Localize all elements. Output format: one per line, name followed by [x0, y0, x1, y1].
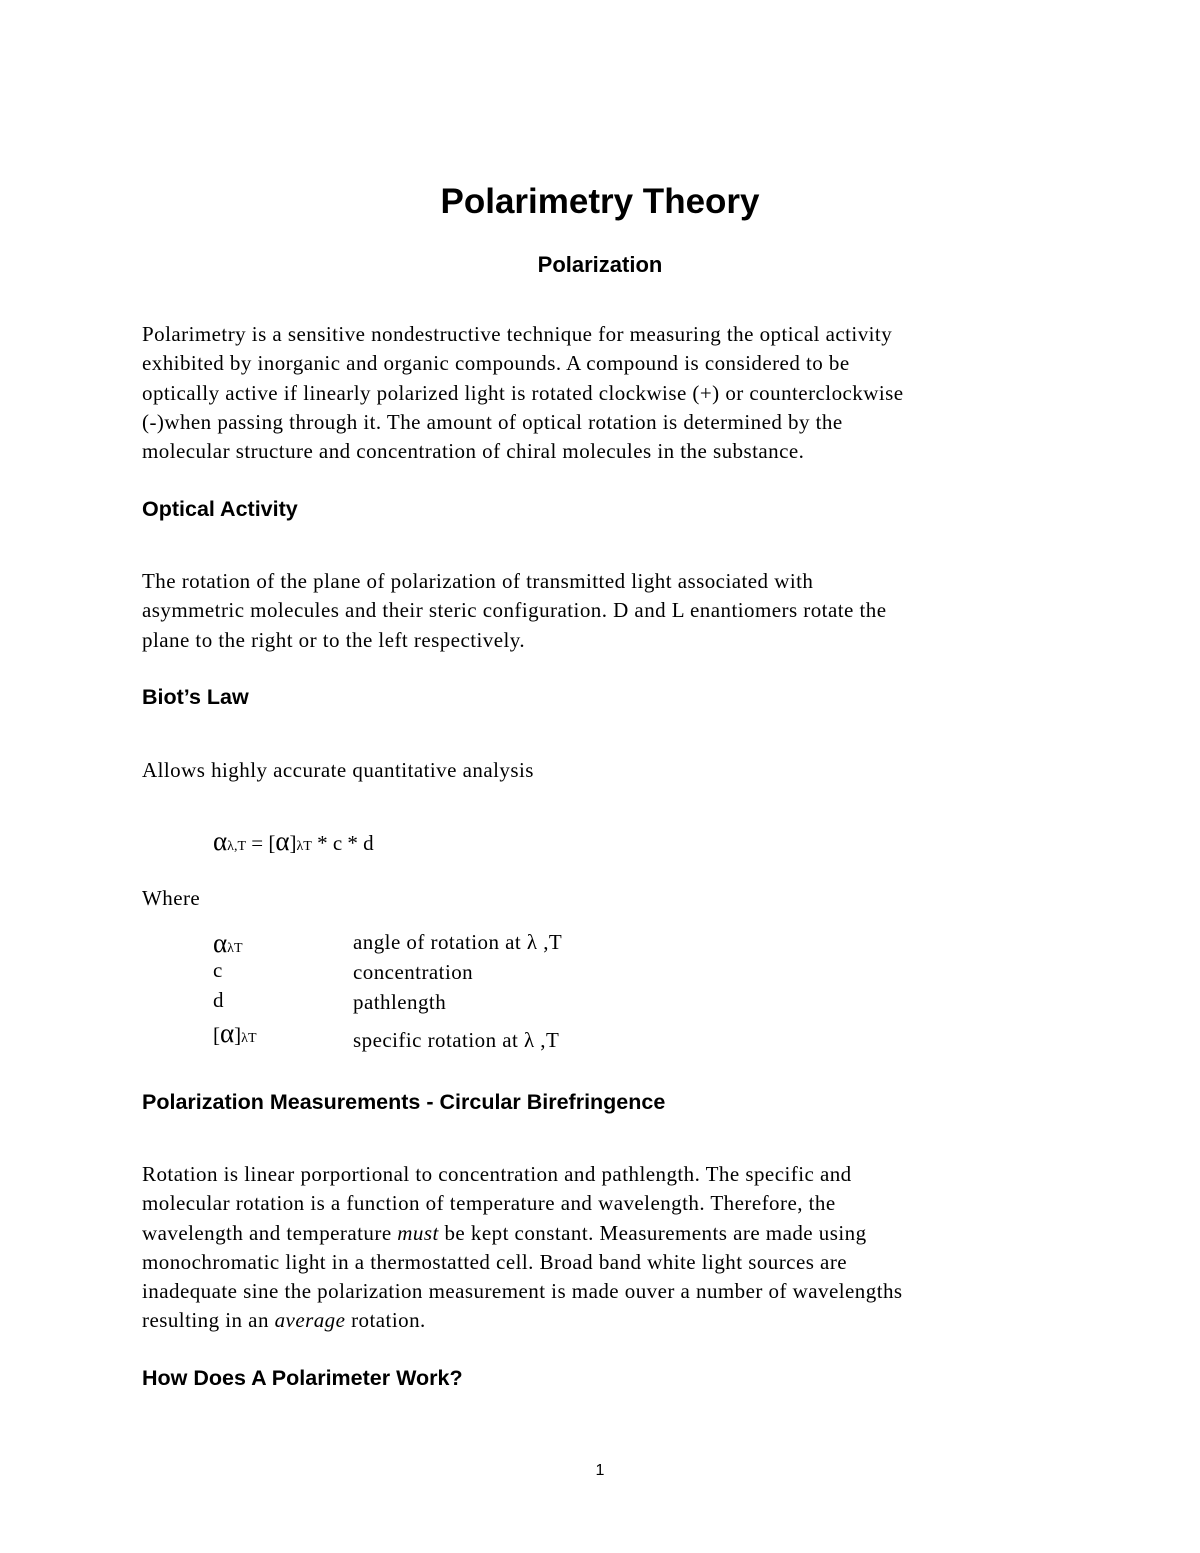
formula-rest: * c * d — [311, 831, 374, 855]
optical-activity-line: plane to the right or to the left respectively. — [142, 627, 526, 652]
intro-line: Polarimetry is a sensitive nondestructive technique for measuring the optical activity — [142, 322, 893, 346]
biots-law-formula — [213, 826, 374, 857]
formula-subscript: λ,T — [227, 839, 246, 854]
heading-optical-activity: Optical Activity — [142, 497, 298, 521]
definition-symbol: d — [213, 988, 224, 1012]
heading-how-polarimeter-works: How Does A Polarimeter Work? — [142, 1366, 463, 1390]
birefringence-line: resulting in an average rotation. — [142, 1308, 426, 1333]
alpha-symbol: α — [213, 826, 228, 856]
intro-paragraph — [142, 320, 1062, 466]
definition-symbol: αλT — [213, 928, 243, 958]
page-number: 1 — [595, 1462, 605, 1479]
birefringence-line: Rotation is linear porportional to concentration and pathlength. The specific and — [142, 1162, 852, 1186]
optical-activity-line: The rotation of the plane of polarization of transmitted light associated with — [142, 569, 814, 593]
definition-description: pathlength — [353, 990, 447, 1014]
birefringence-line: wavelength and temperature must be kept constant. Measurements are made using — [142, 1220, 867, 1245]
emphasis-must: must — [397, 1220, 439, 1245]
page-title: Polarimetry Theory — [440, 182, 760, 221]
definition-description: angle of rotation at λ ,T — [353, 930, 563, 954]
intro-line: optically active if linearly polarized light is rotated clockwise (+) or counterclockwise — [142, 380, 904, 405]
heading-biots-law: Biot’s Law — [142, 685, 249, 709]
formula-equals: = [ — [246, 831, 276, 855]
formula-bracket: ] — [289, 831, 297, 855]
definition-symbol: [α]λT — [213, 1018, 257, 1048]
section-subtitle-polarization: Polarization — [537, 252, 663, 277]
biots-law-text: Allows highly accurate quantitative analysis — [142, 758, 534, 782]
optical-activity-line: asymmetric molecules and their steric configuration. D and L enantiomers rotate the — [142, 598, 887, 623]
heading-circular-birefringence: Polarization Measurements - Circular Birefringence — [142, 1090, 666, 1114]
formula-subscript: λT — [296, 839, 312, 854]
where-label: Where — [142, 886, 201, 910]
birefringence-line: monochromatic light in a thermostatted cell. Broad band white light sources are — [142, 1249, 848, 1274]
definition-description: concentration — [353, 960, 474, 984]
circular-birefringence-paragraph — [142, 1160, 1062, 1336]
intro-line: exhibited by inorganic and organic compounds. A compound is considered to be — [142, 351, 850, 376]
definition-description: specific rotation at λ ,T — [353, 1028, 560, 1052]
emphasis-average: average — [274, 1308, 346, 1333]
birefringence-line: inadequate sine the polarization measurement is made ouver a number of wavelengths — [142, 1279, 903, 1304]
alpha-symbol: α — [275, 826, 290, 856]
definition-symbol: c — [213, 958, 223, 982]
intro-line: (-)when passing through it. The amount of optical rotation is determined by the — [142, 409, 843, 434]
birefringence-line: molecular rotation is a function of temperature and wavelength. Therefore, the — [142, 1191, 836, 1216]
intro-line: molecular structure and concentration of chiral molecules in the substance. — [142, 439, 805, 464]
optical-activity-paragraph — [142, 567, 1062, 655]
